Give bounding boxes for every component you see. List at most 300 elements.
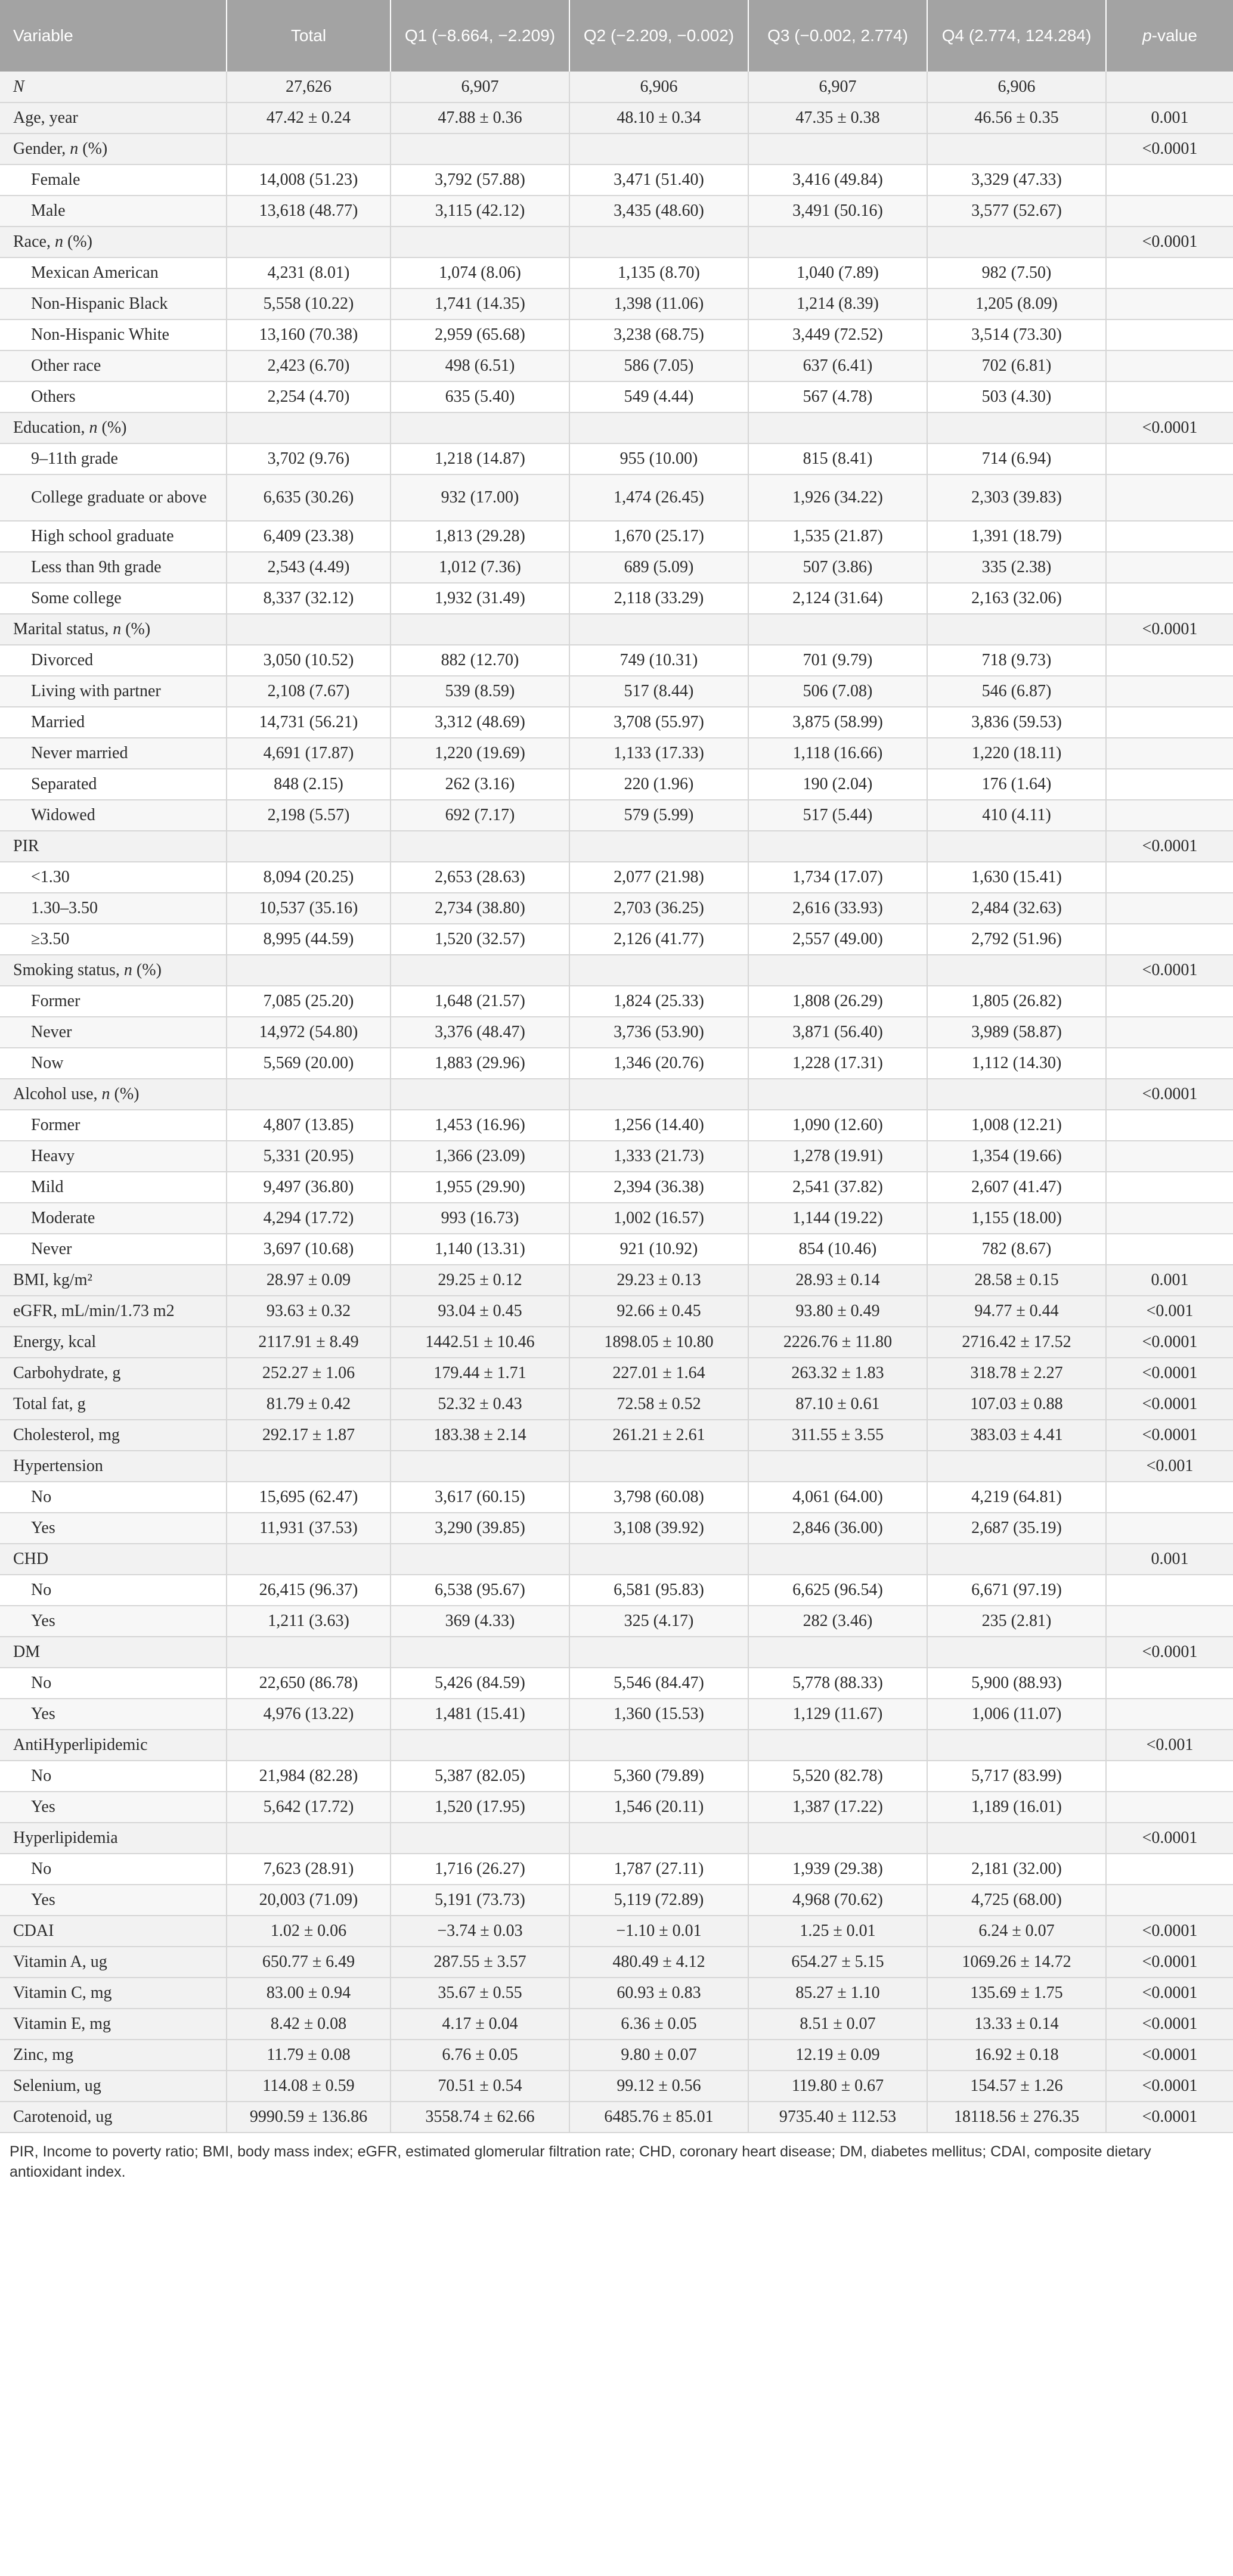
- table-row: [0, 1730, 1233, 1761]
- cell-total: 7,085 (25.20): [227, 986, 391, 1017]
- cell-variable: No: [0, 1854, 227, 1885]
- cell-p-value: [1106, 645, 1233, 676]
- cell-q3: 93.80 ± 0.49: [748, 1296, 927, 1327]
- cell-total: 4,807 (13.85): [227, 1110, 391, 1141]
- cell-q1: 3,376 (48.47): [391, 1017, 569, 1048]
- cell-q3: [748, 134, 927, 165]
- cell-q1: 3558.74 ± 62.66: [391, 2102, 569, 2133]
- cell-total: 15,695 (62.47): [227, 1482, 391, 1513]
- table-row: [0, 986, 1233, 1017]
- cell-q4: 1,008 (12.21): [927, 1110, 1106, 1141]
- cell-variable: <1.30: [0, 862, 227, 893]
- cell-total: 26,415 (96.37): [227, 1575, 391, 1606]
- cell-total: [227, 412, 391, 443]
- cell-q1: 47.88 ± 0.36: [391, 103, 569, 134]
- cell-q3: 2226.76 ± 11.80: [748, 1327, 927, 1358]
- cell-total: 1,211 (3.63): [227, 1606, 391, 1637]
- cell-q1: 369 (4.33): [391, 1606, 569, 1637]
- cell-variable: Moderate: [0, 1203, 227, 1234]
- table-row: [0, 831, 1233, 862]
- table-row: [0, 800, 1233, 831]
- cell-p-value: [1106, 862, 1233, 893]
- cell-p-value: [1106, 769, 1233, 800]
- table-row: [0, 2040, 1233, 2071]
- cell-q3: 1,118 (16.66): [748, 738, 927, 769]
- cell-p-value: [1106, 474, 1233, 521]
- table-row: [0, 1172, 1233, 1203]
- table-row: [0, 893, 1233, 924]
- cell-total: 848 (2.15): [227, 769, 391, 800]
- cell-p-value: [1106, 381, 1233, 412]
- table-row: [0, 1668, 1233, 1699]
- cell-q1: 3,792 (57.88): [391, 165, 569, 195]
- table-row: [0, 2009, 1233, 2040]
- cell-q1: 2,653 (28.63): [391, 862, 569, 893]
- cell-q1: [391, 226, 569, 257]
- cell-q2: 2,126 (41.77): [569, 924, 748, 955]
- cell-q3: 506 (7.08): [748, 676, 927, 707]
- cell-variable: Male: [0, 195, 227, 226]
- cell-q3: 2,124 (31.64): [748, 583, 927, 614]
- cell-q3: 4,061 (64.00): [748, 1482, 927, 1513]
- cell-q4: 3,577 (52.67): [927, 195, 1106, 226]
- cell-p-value: <0.001: [1106, 1451, 1233, 1482]
- cell-q1: 179.44 ± 1.71: [391, 1358, 569, 1389]
- cell-q3: 3,871 (56.40): [748, 1017, 927, 1048]
- cell-p-value: [1106, 1110, 1233, 1141]
- cell-variable: Former: [0, 986, 227, 1017]
- cell-total: 10,537 (35.16): [227, 893, 391, 924]
- cell-q3: 1,040 (7.89): [748, 257, 927, 288]
- cell-variable: College graduate or above: [0, 474, 227, 521]
- cell-p-value: [1106, 1668, 1233, 1699]
- cell-q2: 3,736 (53.90): [569, 1017, 748, 1048]
- cell-total: 5,642 (17.72): [227, 1792, 391, 1823]
- table-row: [0, 1110, 1233, 1141]
- table-row: [0, 1544, 1233, 1575]
- cell-p-value: [1106, 676, 1233, 707]
- cell-q4: 94.77 ± 0.44: [927, 1296, 1106, 1327]
- cell-total: 8,337 (32.12): [227, 583, 391, 614]
- cell-q3: [748, 1544, 927, 1575]
- cell-q2: 3,108 (39.92): [569, 1513, 748, 1544]
- cell-q1: 5,426 (84.59): [391, 1668, 569, 1699]
- cell-total: 11.79 ± 0.08: [227, 2040, 391, 2071]
- cell-variable: Education, n (%): [0, 412, 227, 443]
- table-row: [0, 443, 1233, 474]
- cell-q2: [569, 134, 748, 165]
- cell-total: 8.42 ± 0.08: [227, 2009, 391, 2040]
- cell-q1: 35.67 ± 0.55: [391, 1978, 569, 2009]
- cell-q3: 654.27 ± 5.15: [748, 1947, 927, 1978]
- cell-p-value: <0.0001: [1106, 1637, 1233, 1668]
- cell-q4: 235 (2.81): [927, 1606, 1106, 1637]
- cell-q1: 1,366 (23.09): [391, 1141, 569, 1172]
- cell-q3: 815 (8.41): [748, 443, 927, 474]
- cell-q1: 932 (17.00): [391, 474, 569, 521]
- cell-q4: 1,006 (11.07): [927, 1699, 1106, 1730]
- cell-variable: No: [0, 1668, 227, 1699]
- cell-q1: 1,716 (26.27): [391, 1854, 569, 1885]
- cell-q2: 5,360 (79.89): [569, 1761, 748, 1792]
- cell-q2: [569, 226, 748, 257]
- cell-total: [227, 1544, 391, 1575]
- cell-total: 292.17 ± 1.87: [227, 1420, 391, 1451]
- cell-q1: 1,012 (7.36): [391, 552, 569, 583]
- cell-q3: 6,625 (96.54): [748, 1575, 927, 1606]
- cell-q4: 1,805 (26.82): [927, 986, 1106, 1017]
- cell-q4: 176 (1.64): [927, 769, 1106, 800]
- cell-q2: 1,398 (11.06): [569, 288, 748, 319]
- cell-q4: 335 (2.38): [927, 552, 1106, 583]
- cell-q4: 546 (6.87): [927, 676, 1106, 707]
- cell-total: 47.42 ± 0.24: [227, 103, 391, 134]
- table-row: [0, 319, 1233, 350]
- cell-p-value: <0.0001: [1106, 614, 1233, 645]
- cell-variable: Yes: [0, 1606, 227, 1637]
- cell-q2: 955 (10.00): [569, 443, 748, 474]
- cell-q4: 982 (7.50): [927, 257, 1106, 288]
- cell-q2: 1,670 (25.17): [569, 521, 748, 552]
- cell-q2: 48.10 ± 0.34: [569, 103, 748, 134]
- cell-p-value: [1106, 583, 1233, 614]
- cell-total: 2,423 (6.70): [227, 350, 391, 381]
- cell-q1: −3.74 ± 0.03: [391, 1916, 569, 1947]
- cell-q4: [927, 614, 1106, 645]
- table-row: [0, 134, 1233, 165]
- cell-p-value: <0.001: [1106, 1730, 1233, 1761]
- cell-variable: N: [0, 72, 227, 103]
- cell-q4: [927, 1079, 1106, 1110]
- table-row: [0, 1482, 1233, 1513]
- cell-q2: 1898.05 ± 10.80: [569, 1327, 748, 1358]
- cell-q2: [569, 1451, 748, 1482]
- table-row: [0, 1389, 1233, 1420]
- cell-variable: No: [0, 1761, 227, 1792]
- cell-p-value: [1106, 800, 1233, 831]
- cell-q2: 6.36 ± 0.05: [569, 2009, 748, 2040]
- cell-variable: 1.30–3.50: [0, 893, 227, 924]
- cell-q3: 1,808 (26.29): [748, 986, 927, 1017]
- cell-q4: 16.92 ± 0.18: [927, 2040, 1106, 2071]
- cell-q2: 2,077 (21.98): [569, 862, 748, 893]
- cell-q3: 1,278 (19.91): [748, 1141, 927, 1172]
- cell-q1: 287.55 ± 3.57: [391, 1947, 569, 1978]
- cell-q1: [391, 1637, 569, 1668]
- cell-q2: 60.93 ± 0.83: [569, 1978, 748, 2009]
- cell-q3: 2,846 (36.00): [748, 1513, 927, 1544]
- cell-q4: 1,112 (14.30): [927, 1048, 1106, 1079]
- cell-q4: 1069.26 ± 14.72: [927, 1947, 1106, 1978]
- cell-q2: 92.66 ± 0.45: [569, 1296, 748, 1327]
- table-row: [0, 924, 1233, 955]
- cell-q2: 220 (1.96): [569, 769, 748, 800]
- cell-total: 6,409 (23.38): [227, 521, 391, 552]
- cell-q4: 782 (8.67): [927, 1234, 1106, 1265]
- cell-p-value: <0.0001: [1106, 2040, 1233, 2071]
- header-total: Total: [227, 0, 391, 72]
- cell-q1: 882 (12.70): [391, 645, 569, 676]
- cell-q1: 3,115 (42.12): [391, 195, 569, 226]
- table-row: [0, 1978, 1233, 2009]
- cell-total: 1.02 ± 0.06: [227, 1916, 391, 1947]
- cell-q1: 1,481 (15.41): [391, 1699, 569, 1730]
- cell-q2: 2,118 (33.29): [569, 583, 748, 614]
- cell-q1: 1,220 (19.69): [391, 738, 569, 769]
- cell-q4: 1,189 (16.01): [927, 1792, 1106, 1823]
- cell-q2: 227.01 ± 1.64: [569, 1358, 748, 1389]
- cell-q3: 1,926 (34.22): [748, 474, 927, 521]
- cell-q2: 480.49 ± 4.12: [569, 1947, 748, 1978]
- cell-total: 13,160 (70.38): [227, 319, 391, 350]
- cell-q4: 1,391 (18.79): [927, 521, 1106, 552]
- cell-q2: 689 (5.09): [569, 552, 748, 583]
- cell-q3: 6,907: [748, 72, 927, 103]
- cell-q3: 1,228 (17.31): [748, 1048, 927, 1079]
- cell-q4: 718 (9.73): [927, 645, 1106, 676]
- cell-q3: 1,387 (17.22): [748, 1792, 927, 1823]
- cell-q2: 2,394 (36.38): [569, 1172, 748, 1203]
- cell-p-value: [1106, 1606, 1233, 1637]
- table-row: [0, 1048, 1233, 1079]
- cell-p-value: <0.0001: [1106, 1978, 1233, 2009]
- cell-total: 9990.59 ± 136.86: [227, 2102, 391, 2133]
- cell-q3: [748, 226, 927, 257]
- cell-total: 14,972 (54.80): [227, 1017, 391, 1048]
- cell-total: 2,254 (4.70): [227, 381, 391, 412]
- cell-q3: [748, 831, 927, 862]
- cell-variable: CHD: [0, 1544, 227, 1575]
- cell-q1: 2,959 (65.68): [391, 319, 569, 350]
- cell-q4: [927, 1823, 1106, 1854]
- cell-p-value: [1106, 350, 1233, 381]
- table-row: [0, 1699, 1233, 1730]
- cell-q2: 2,703 (36.25): [569, 893, 748, 924]
- cell-q2: 5,546 (84.47): [569, 1668, 748, 1699]
- cell-variable: eGFR, mL/min/1.73 m2: [0, 1296, 227, 1327]
- cell-q4: 2,607 (41.47): [927, 1172, 1106, 1203]
- cell-q2: 549 (4.44): [569, 381, 748, 412]
- cell-q2: 1,133 (17.33): [569, 738, 748, 769]
- cell-q1: 1,520 (17.95): [391, 1792, 569, 1823]
- table-row: [0, 1296, 1233, 1327]
- cell-q3: 28.93 ± 0.14: [748, 1265, 927, 1296]
- table-row: [0, 195, 1233, 226]
- cell-q2: 6,581 (95.83): [569, 1575, 748, 1606]
- cell-q4: 714 (6.94): [927, 443, 1106, 474]
- cell-q1: 539 (8.59): [391, 676, 569, 707]
- cell-q3: 3,449 (72.52): [748, 319, 927, 350]
- cell-q4: 1,630 (15.41): [927, 862, 1106, 893]
- cell-q4: 46.56 ± 0.35: [927, 103, 1106, 134]
- cell-q4: [927, 1451, 1106, 1482]
- cell-q2: 579 (5.99): [569, 800, 748, 831]
- cell-p-value: 0.001: [1106, 1265, 1233, 1296]
- table-row: [0, 1079, 1233, 1110]
- cell-q4: 3,836 (59.53): [927, 707, 1106, 738]
- cell-variable: Race, n (%): [0, 226, 227, 257]
- cell-q4: 2,181 (32.00): [927, 1854, 1106, 1885]
- cell-p-value: [1106, 443, 1233, 474]
- cell-p-value: <0.001: [1106, 1296, 1233, 1327]
- cell-q1: 3,290 (39.85): [391, 1513, 569, 1544]
- cell-q4: 135.69 ± 1.75: [927, 1978, 1106, 2009]
- cell-q2: [569, 1637, 748, 1668]
- table-row: [0, 350, 1233, 381]
- cell-p-value: [1106, 893, 1233, 924]
- cell-q1: [391, 614, 569, 645]
- cell-q1: 1,883 (29.96): [391, 1048, 569, 1079]
- cell-q3: 1,214 (8.39): [748, 288, 927, 319]
- cell-variable: Non-Hispanic Black: [0, 288, 227, 319]
- cell-variable: Never married: [0, 738, 227, 769]
- cell-variable: DM: [0, 1637, 227, 1668]
- cell-q2: [569, 1544, 748, 1575]
- cell-p-value: [1106, 1203, 1233, 1234]
- cell-q3: 190 (2.04): [748, 769, 927, 800]
- table-row: [0, 1885, 1233, 1916]
- cell-p-value: 0.001: [1106, 1544, 1233, 1575]
- cell-q2: [569, 831, 748, 862]
- cell-q3: 2,616 (33.93): [748, 893, 927, 924]
- cell-q1: 5,191 (73.73): [391, 1885, 569, 1916]
- cell-q3: [748, 955, 927, 986]
- cell-p-value: [1106, 257, 1233, 288]
- cell-q3: 282 (3.46): [748, 1606, 927, 1637]
- cell-q4: 2,163 (32.06): [927, 583, 1106, 614]
- cell-q3: [748, 614, 927, 645]
- cell-variable: Marital status, n (%): [0, 614, 227, 645]
- cell-q4: [927, 1544, 1106, 1575]
- cell-variable: Yes: [0, 1513, 227, 1544]
- cell-q1: 692 (7.17): [391, 800, 569, 831]
- table-row: [0, 1761, 1233, 1792]
- cell-q2: [569, 1730, 748, 1761]
- table-row: [0, 2071, 1233, 2102]
- cell-total: [227, 226, 391, 257]
- cell-q3: 5,778 (88.33): [748, 1668, 927, 1699]
- table-row: [0, 1017, 1233, 1048]
- header-row: [0, 0, 1233, 72]
- table-row: [0, 1203, 1233, 1234]
- table-body: [0, 72, 1233, 2133]
- table-row: [0, 412, 1233, 443]
- cell-q1: [391, 831, 569, 862]
- cell-variable: Non-Hispanic White: [0, 319, 227, 350]
- cell-variable: Carotenoid, ug: [0, 2102, 227, 2133]
- cell-variable: No: [0, 1482, 227, 1513]
- cell-q1: 3,312 (48.69): [391, 707, 569, 738]
- cell-total: 93.63 ± 0.32: [227, 1296, 391, 1327]
- cell-variable: Never: [0, 1234, 227, 1265]
- table-row: [0, 955, 1233, 986]
- cell-variable: Cholesterol, mg: [0, 1420, 227, 1451]
- table-row: [0, 769, 1233, 800]
- cell-variable: CDAI: [0, 1916, 227, 1947]
- cell-q4: 2,792 (51.96): [927, 924, 1106, 955]
- cell-q3: 4,968 (70.62): [748, 1885, 927, 1916]
- cell-variable: Other race: [0, 350, 227, 381]
- cell-total: 22,650 (86.78): [227, 1668, 391, 1699]
- cell-q2: 1,546 (20.11): [569, 1792, 748, 1823]
- cell-q1: 52.32 ± 0.43: [391, 1389, 569, 1420]
- cell-p-value: [1106, 1854, 1233, 1885]
- cell-q4: 6,906: [927, 72, 1106, 103]
- cell-q4: [927, 1637, 1106, 1668]
- cell-q2: 3,471 (51.40): [569, 165, 748, 195]
- cell-q1: 262 (3.16): [391, 769, 569, 800]
- cell-q2: [569, 614, 748, 645]
- cell-total: 7,623 (28.91): [227, 1854, 391, 1885]
- cell-q1: [391, 134, 569, 165]
- cell-total: [227, 955, 391, 986]
- cell-q1: [391, 412, 569, 443]
- cell-q4: 107.03 ± 0.88: [927, 1389, 1106, 1420]
- cell-q3: [748, 1451, 927, 1482]
- cell-q1: 3,617 (60.15): [391, 1482, 569, 1513]
- table-row: [0, 1947, 1233, 1978]
- cell-q2: 3,798 (60.08): [569, 1482, 748, 1513]
- cell-q1: 70.51 ± 0.54: [391, 2071, 569, 2102]
- cell-p-value: [1106, 288, 1233, 319]
- cell-q4: 28.58 ± 0.15: [927, 1265, 1106, 1296]
- cell-q3: 12.19 ± 0.09: [748, 2040, 927, 2071]
- cell-q3: [748, 1637, 927, 1668]
- cell-total: 3,702 (9.76): [227, 443, 391, 474]
- cell-q1: 1,520 (32.57): [391, 924, 569, 955]
- cell-total: 9,497 (36.80): [227, 1172, 391, 1203]
- table-row: [0, 1420, 1233, 1451]
- cell-q3: 3,416 (49.84): [748, 165, 927, 195]
- table-row: [0, 1792, 1233, 1823]
- cell-variable: Widowed: [0, 800, 227, 831]
- cell-p-value: <0.0001: [1106, 2071, 1233, 2102]
- cell-q3: [748, 1079, 927, 1110]
- table-row: [0, 583, 1233, 614]
- cell-q2: 586 (7.05): [569, 350, 748, 381]
- cell-q3: 47.35 ± 0.38: [748, 103, 927, 134]
- cell-q3: 119.80 ± 0.67: [748, 2071, 927, 2102]
- cell-q3: 311.55 ± 3.55: [748, 1420, 927, 1451]
- header-p-value: p-value: [1106, 0, 1233, 72]
- cell-total: [227, 831, 391, 862]
- cell-q4: 5,900 (88.93): [927, 1668, 1106, 1699]
- table-row: [0, 862, 1233, 893]
- cell-q3: [748, 1730, 927, 1761]
- cell-variable: Hyperlipidemia: [0, 1823, 227, 1854]
- cell-total: 4,976 (13.22): [227, 1699, 391, 1730]
- cell-q4: 154.57 ± 1.26: [927, 2071, 1106, 2102]
- cell-p-value: [1106, 707, 1233, 738]
- cell-q3: 854 (10.46): [748, 1234, 927, 1265]
- cell-q4: [927, 831, 1106, 862]
- cell-q2: 1,346 (20.76): [569, 1048, 748, 1079]
- cell-q4: [927, 1730, 1106, 1761]
- cell-p-value: [1106, 1234, 1233, 1265]
- cell-p-value: [1106, 1482, 1233, 1513]
- table-row: [0, 1327, 1233, 1358]
- cell-q3: 1,090 (12.60): [748, 1110, 927, 1141]
- cell-p-value: [1106, 319, 1233, 350]
- cell-q1: 1,648 (21.57): [391, 986, 569, 1017]
- table-row: [0, 103, 1233, 134]
- table-row: [0, 1234, 1233, 1265]
- table-row: [0, 738, 1233, 769]
- table-row: [0, 1606, 1233, 1637]
- cell-q2: 1,002 (16.57): [569, 1203, 748, 1234]
- cell-p-value: <0.0001: [1106, 226, 1233, 257]
- cell-q1: 993 (16.73): [391, 1203, 569, 1234]
